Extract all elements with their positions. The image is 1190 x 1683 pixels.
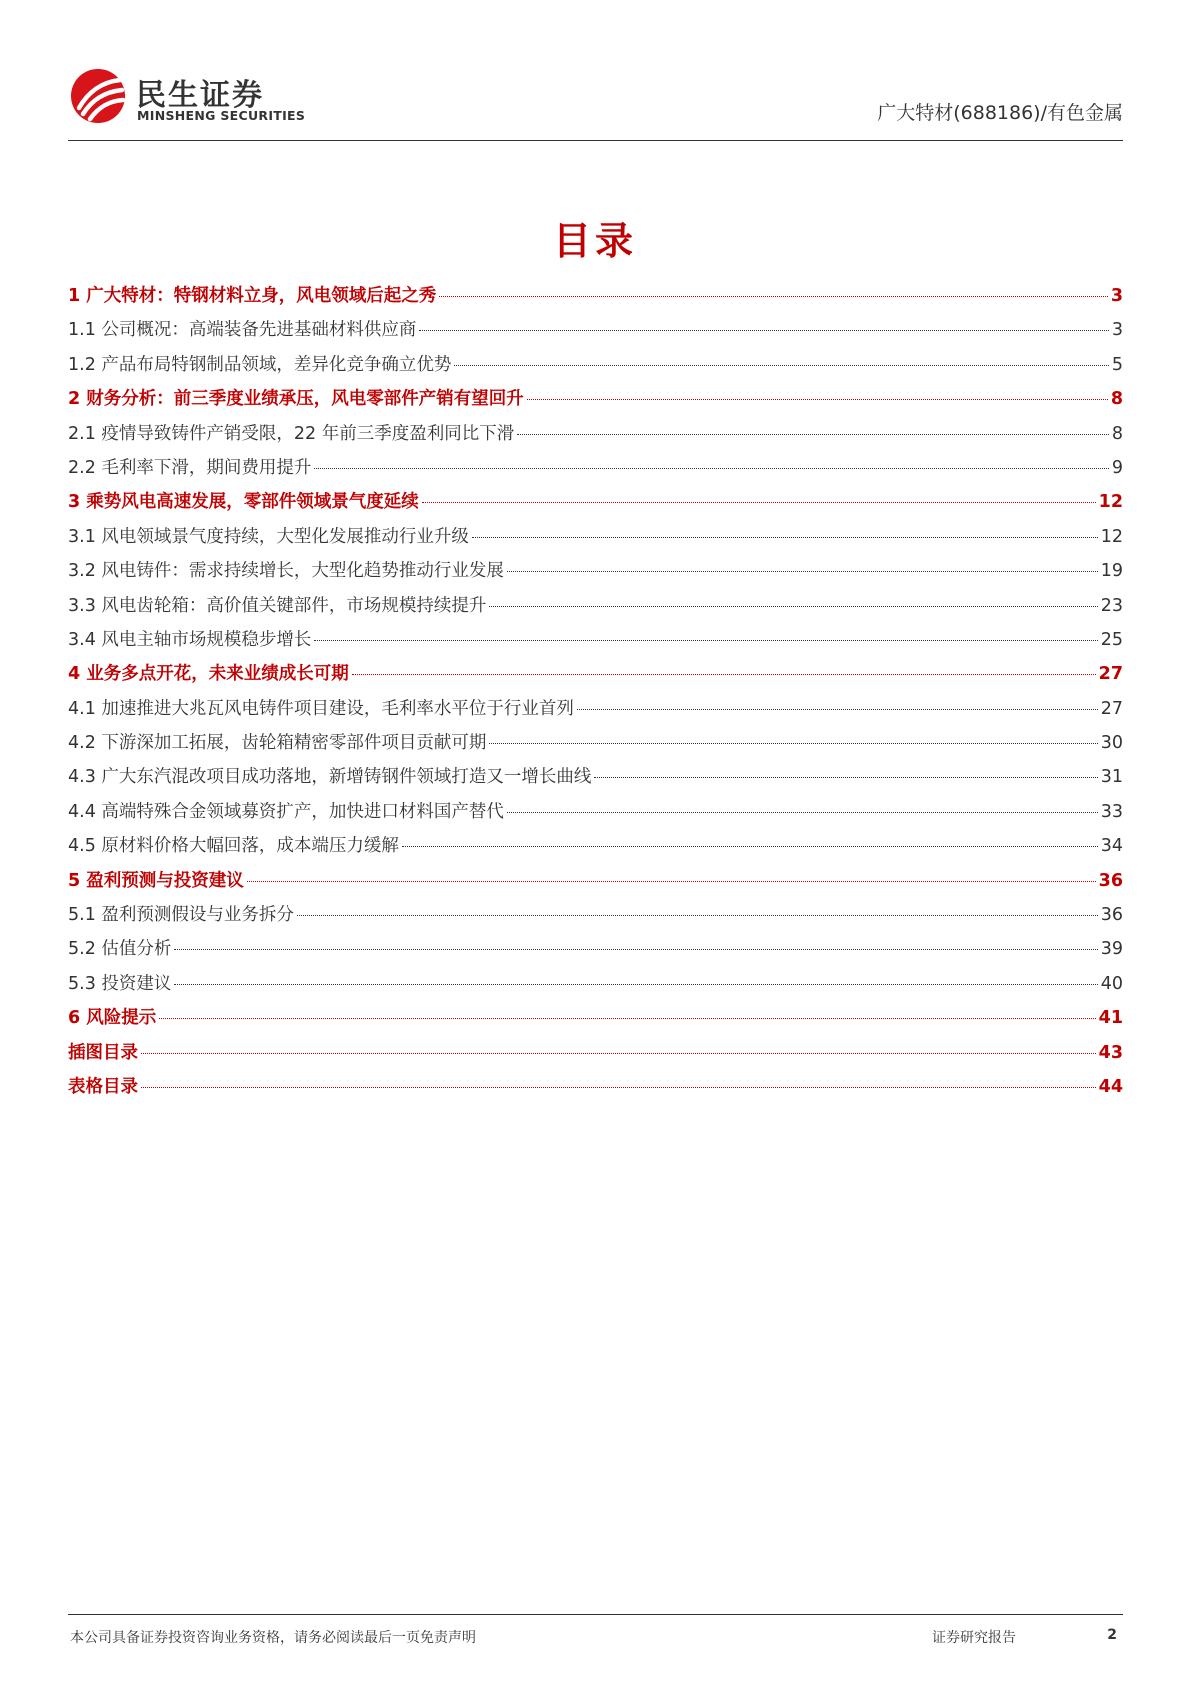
toc-entry-label: 3.2 风电铸件：需求持续增长，大型化趋势推动行业发展 [68,561,504,582]
brand-name-en: MINSHENG SECURITIES [137,108,306,123]
toc-entry-page: 8 [1110,389,1123,410]
toc-leader-dots [439,296,1108,297]
toc-entry-chapter[interactable] [68,1073,1123,1107]
toc-entry-page: 27 [1100,698,1123,719]
page-number: 2 [1107,1627,1117,1643]
toc-entry-label: 3.4 风电主轴市场规模稳步增长 [68,629,312,650]
toc-entry-page: 8 [1111,423,1123,444]
toc-entry-label: 5 盈利预测与投资建议 [68,870,244,891]
toc-entry-section[interactable] [68,420,1123,454]
toc-leader-dots [314,468,1108,469]
toc-entry-label: 1.2 产品布局特钢制品领域，差异化竞争确立优势 [68,354,452,375]
toc-entry-label: 4.2 下游深加工拓展，齿轮箱精密零部件项目贡献可期 [68,733,487,754]
toc-entry-page: 12 [1098,492,1123,513]
toc-entry-page: 23 [1100,595,1123,616]
toc-entry-label: 6 风险提示 [68,1008,157,1029]
toc-leader-dots [141,1087,1096,1088]
toc-leader-dots [402,846,1098,847]
page-footer [68,1614,1123,1646]
toc-entry-section[interactable] [68,351,1123,385]
toc-entry-label: 1.1 公司概况：高端装备先进基础材料供应商 [68,320,417,341]
toc-leader-dots [454,365,1108,366]
toc-entry-label: 2.2 毛利率下滑，期间费用提升 [68,457,312,478]
toc-entry-label: 5.2 估值分析 [68,939,172,960]
toc-entry-label: 3 乘势风电高速发展，零部件领域景气度延续 [68,492,419,513]
toc-entry-page: 31 [1100,767,1123,788]
page-header [68,62,1123,141]
toc-leader-dots [352,674,1096,675]
toc-leader-dots [422,502,1096,503]
stock-label: 广大特材(688186)/有色金属 [877,102,1123,124]
toc-entry-label: 表格目录 [68,1076,138,1097]
toc-entry-chapter[interactable] [68,660,1123,694]
toc-leader-dots [141,1053,1096,1054]
disclaimer-text: 本公司具备证券投资咨询业务资格，请务必阅读最后一页免责声明 [70,1630,476,1646]
toc-leader-dots [527,399,1108,400]
toc-leader-dots [174,949,1097,950]
toc-entry-page: 39 [1100,939,1123,960]
toc-entry-chapter[interactable] [68,385,1123,419]
toc-entry-section[interactable] [68,454,1123,488]
toc-entry-page: 9 [1111,457,1123,478]
toc-entry-page: 33 [1100,801,1123,822]
toc-entry-page: 19 [1100,561,1123,582]
toc-entry-section[interactable] [68,729,1123,763]
toc-entry-section[interactable] [68,316,1123,350]
toc-leader-dots [472,537,1098,538]
toc-leader-dots [419,330,1108,331]
table-of-contents [68,282,1123,1107]
toc-entry-chapter[interactable] [68,1004,1123,1038]
toc-entry-label: 3.3 风电齿轮箱：高价值关键部件，市场规模持续提升 [68,595,487,616]
toc-leader-dots [489,606,1097,607]
toc-leader-dots [517,434,1109,435]
toc-entry-chapter[interactable] [68,1039,1123,1073]
toc-leader-dots [577,709,1098,710]
toc-entry-label: 3.1 风电领域景气度持续，大型化发展推动行业升级 [68,526,469,547]
toc-entry-label: 1 广大特材：特钢材料立身，风电领域后起之秀 [68,286,437,306]
toc-entry-page: 40 [1100,973,1123,994]
toc-entry-page: 25 [1100,629,1123,650]
toc-entry-label: 5.1 盈利预测假设与业务拆分 [68,905,294,926]
toc-leader-dots [247,881,1096,882]
toc-leader-dots [159,1018,1095,1019]
toc-leader-dots [174,984,1097,985]
toc-title: 目录 [552,219,637,263]
toc-entry-section[interactable] [68,970,1123,1004]
toc-entry-page: 36 [1100,905,1123,926]
toc-entry-section[interactable] [68,798,1123,832]
toc-entry-page: 34 [1100,836,1123,857]
toc-entry-chapter[interactable] [68,282,1123,316]
toc-entry-page: 3 [1111,320,1123,341]
toc-entry-label: 4 业务多点开花，未来业绩成长可期 [68,664,349,685]
toc-entry-label: 4.3 广大东汽混改项目成功落地，新增铸钢件领域打造又一增长曲线 [68,767,592,788]
toc-entry-label: 插图目录 [68,1042,138,1063]
toc-entry-page: 41 [1098,1008,1123,1029]
toc-entry-section[interactable] [68,763,1123,797]
toc-entry-section[interactable] [68,592,1123,626]
toc-leader-dots [297,915,1098,916]
report-type: 证券研究报告 [932,1630,1016,1646]
toc-entry-page: 3 [1110,286,1123,306]
toc-entry-section[interactable] [68,626,1123,660]
toc-entry-label: 4.1 加速推进大兆瓦风电铸件项目建设，毛利率水平位于行业首列 [68,698,574,719]
toc-leader-dots [489,743,1097,744]
toc-entry-page: 44 [1098,1076,1123,1097]
toc-entry-section[interactable] [68,557,1123,591]
toc-entry-page: 36 [1098,870,1123,891]
toc-entry-section[interactable] [68,901,1123,935]
toc-entry-page: 12 [1100,526,1123,547]
toc-entry-chapter[interactable] [68,867,1123,901]
brand-name-cn: 民生证券 [136,78,264,113]
toc-entry-chapter[interactable] [68,488,1123,522]
toc-leader-dots [507,571,1098,572]
toc-entry-page: 27 [1098,664,1123,685]
toc-entry-label: 2.1 疫情导致铸件产销受限，22 年前三季度盈利同比下滑 [68,423,515,444]
toc-entry-section[interactable] [68,935,1123,969]
toc-leader-dots [314,640,1097,641]
toc-entry-page: 30 [1100,733,1123,754]
toc-entry-page: 43 [1098,1042,1123,1063]
toc-entry-section[interactable] [68,523,1123,557]
minsheng-logo-icon [70,68,126,124]
toc-leader-dots [507,812,1098,813]
toc-entry-label: 2 财务分析：前三季度业绩承压，风电零部件产销有望回升 [68,389,524,410]
toc-leader-dots [594,777,1097,778]
toc-entry-label: 4.5 原材料价格大幅回落，成本端压力缓解 [68,836,399,857]
toc-entry-section[interactable] [68,832,1123,866]
toc-entry-page: 5 [1111,354,1123,375]
toc-entry-label: 5.3 投资建议 [68,973,172,994]
toc-entry-label: 4.4 高端特殊合金领域募资扩产，加快进口材料国产替代 [68,801,504,822]
toc-entry-section[interactable] [68,695,1123,729]
